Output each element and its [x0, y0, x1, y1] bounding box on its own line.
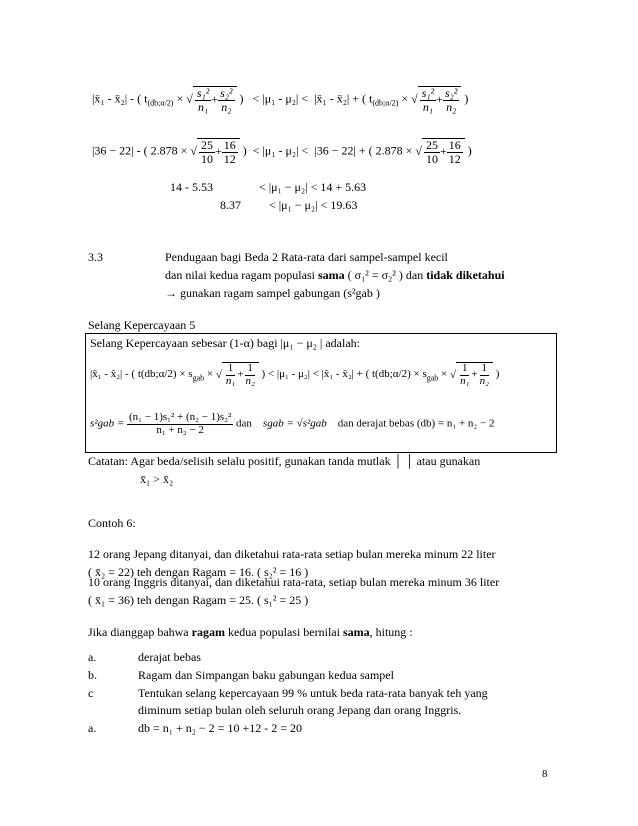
list-text: Tentukan selang kepercayaan 99 % untuk beda rata-rata banyak teh yang: [138, 686, 488, 700]
box-formula: |x̄₁ - x̄₂| - ( t(db;α/2) × $s_{gab}$ × √ $\frac{1}{\text{n₁}}$ + $\frac{1}{\text{n₂}}$ ) < |μ₁ - μ₂| < |x̄₁ - x̄₂| + ( t(db;α/2) × $s_{gab}$ × √ $\frac{1}{\text{n₁}}$ + $\frac{1}{\text{n₂}}$ ): [90, 362, 500, 387]
pooled-num: (n₁ − 1)s₁² + (n₂ − 1)s₂²: [129, 411, 232, 423]
list-item: [88, 650, 201, 665]
n2: n₂: [221, 99, 232, 114]
result-line-1: [170, 180, 366, 195]
t-subscript-2: (db;α/2): [372, 98, 399, 108]
box-formula-left: |x̄₁ - x̄₂| - ( t(db;α/2) × s: [90, 368, 193, 381]
list-marker: b.: [88, 668, 97, 682]
pooled-lhs: s²gab =: [90, 417, 125, 430]
list-marker: a.: [88, 721, 97, 735]
contoh-question: [88, 625, 413, 640]
n2-box-2: n₂: [479, 374, 489, 387]
formula-mid: < |μ₁ - μ₂| <: [252, 91, 309, 106]
n1-2: n₁: [422, 99, 434, 114]
contoh-title: Contoh 6:: [88, 516, 136, 530]
n2-2: n₂: [446, 99, 457, 114]
list-text: diminum setiap bulan oleh seluruh orang Jepang dan orang Inggris.: [138, 703, 462, 717]
numeric-left: |36 − 22| - ( 2.878 ×: [92, 143, 188, 158]
list-marker: c: [88, 686, 94, 700]
formula-ci-general: |x̄₁ - x̄₂| - ( $t_{(db;\alpha/2)}$ × √ $\frac{\text{s₁²}}{\text{n₁}}$ + $\frac{\text{s₂²}}{\text{n₂}}$ ) < |μ₁ - μ₂| < |x̄₁ - x̄₂| + ( $t_{(db;\alpha/2)}$ × √ $\frac{\text{s₁²}}{\text{n₁}}$ + $\frac{\text{s₂²}}{\text{n₂}}$ ): [92, 86, 469, 114]
result-line-2: [220, 198, 357, 213]
one-a: 1: [227, 362, 234, 374]
s2sq-2: s₂²: [444, 86, 458, 100]
contoh-p1: 12 orang Jepang ditanyai, dan diketahui rata-rata setiap bulan mereka minum 22 liter: [88, 547, 496, 561]
list-item: [88, 686, 488, 701]
s2sq: s₂²: [220, 86, 233, 100]
sgab-eq: sgab = √s²gab: [262, 417, 327, 430]
list-marker: a.: [88, 650, 97, 664]
line2-mid: ( σ₁² = σ₂² ) dan: [344, 268, 427, 282]
frac4-den: 12: [448, 151, 461, 166]
selang-title: Selang Kepercayaan 5: [88, 318, 196, 332]
one-b: 1: [247, 362, 253, 374]
n2-box: n₂: [245, 374, 255, 387]
frac2-num: 16: [223, 138, 236, 152]
line2-pre: dan nilai kedua ragam populasi: [165, 268, 318, 282]
list-text: db = n₁ + n₂ − 2 = 10 +12 - 2 = 20: [138, 721, 302, 735]
sgab-sub: gab: [192, 373, 205, 383]
frac1-den: 10: [200, 151, 213, 166]
frac1-num: 25: [200, 138, 213, 152]
dan-1: dan: [236, 417, 252, 430]
list-item: [88, 721, 302, 736]
line2-tidak-diketahui: tidak diketahui: [426, 268, 505, 282]
q-mid: kedua populasi bernilai: [224, 625, 343, 639]
numeric-right: |36 − 22| + ( 2.878 ×: [314, 143, 413, 158]
contoh-p4: ( x̄₁ = 36) teh dengan Ragam = 25. ( s₁² = 25 ): [88, 593, 309, 607]
contoh-p2: ( x̄₂ = 22) teh dengan Ragam = 16. ( s₂² = 16 ): [88, 565, 309, 579]
s1sq-2: s₁²: [421, 86, 435, 100]
sgab-sub-2: gab: [426, 373, 439, 383]
r1-left: 14 - 5.53: [170, 180, 213, 194]
frac2-den: 12: [223, 151, 236, 166]
section-number: 3.3: [88, 250, 103, 264]
sqrt-numeric-2: √ $\frac{25}{10}$ + $\frac{16}{12}$: [415, 138, 464, 165]
n1-box: n₁: [225, 374, 236, 387]
t-subscript: (db;α/2): [147, 98, 174, 108]
page-number: 8: [542, 768, 548, 780]
list-text: Ragam dan Simpangan baku gabungan kedua sampel: [138, 668, 394, 682]
s1sq: s₁²: [196, 86, 210, 100]
r1-right: 14 + 5.63: [320, 180, 367, 194]
section-line-3: → gunakan ragam sampel gabungan (s²gab ): [165, 286, 380, 300]
catatan-line-1: Catatan: Agar beda/selisih selalu positif, gunakan tanda mutlak │ │ atau gunakan: [88, 454, 481, 468]
n1: n₁: [197, 99, 209, 114]
one-d: 1: [481, 362, 488, 374]
frac3-den: 10: [426, 151, 438, 166]
formula-lhs: |x̄₁ - x̄₂| - ( t: [92, 91, 148, 106]
n1-box-2: n₁: [460, 374, 470, 387]
pooled-den: n₁ + n₂ − 2: [156, 423, 204, 436]
dan-2: dan derajat bebas (db) = n₁ + n₂ − 2: [337, 417, 495, 430]
q-sama: sama: [342, 625, 370, 639]
section-line-1: Pendugaan bagi Beda 2 Rata-rata dari sampel-sampel kecil: [165, 250, 448, 264]
r2-right: 19.63: [330, 198, 358, 212]
line2-sama: sama: [317, 268, 345, 282]
q-post: , hitung :: [369, 625, 413, 639]
sqrt-inv-n: √ $\frac{1}{\text{n₁}}$ + $\frac{1}{\text{n₂}}$: [216, 362, 259, 387]
r2-left: 8.37: [220, 198, 241, 212]
box-head: Selang Kepercayaan sebesar (1-α) bagi |μ₁ − μ₂ | adalah:: [90, 336, 360, 350]
sqrt-variance-term: √ $\frac{\text{s₁²}}{\text{n₁}}$ + $\frac{\text{s₂²}}{\text{n₂}}$: [186, 86, 236, 113]
pooled-variance-formula: [90, 412, 494, 436]
one-c: 1: [461, 362, 468, 374]
list-item: [88, 668, 394, 683]
sqrt-inv-n-2: √ $\frac{1}{\text{n₁}}$ + $\frac{1}{\text{n₂}}$: [450, 362, 493, 387]
frac4-num: 16: [448, 138, 461, 152]
sqrt-numeric: √ $\frac{25}{10}$ + $\frac{16}{12}$: [190, 138, 239, 165]
numeric-mid: < |μ₁ - μ₂| <: [252, 143, 309, 158]
q-ragam: ragam: [191, 625, 225, 639]
box-formula-mid: < |μ₁ - μ₂| < |x̄₁ - x̄₂| + ( t(db;α/2) × s: [267, 368, 427, 381]
list-text: derajat bebas: [138, 650, 201, 664]
frac3-num: 25: [426, 138, 438, 152]
sqrt-variance-term-2: √ $\frac{\text{s₁²}}{\text{n₁}}$ + $\frac{\text{s₂²}}{\text{n₂}}$: [411, 86, 461, 113]
list-item: [88, 703, 461, 718]
section-line-2: [165, 268, 505, 283]
formula-ci-numeric: |36 − 22| - ( 2.878 × √ $\frac{25}{10}$ + $\frac{16}{12}$ ) < |μ₁ - μ₂| < |36 − 22| + ( 2.878 × √ $\frac{25}{10}$ + $\frac{16}{12}$ ): [92, 138, 472, 166]
contoh-p3: 10 orang Inggris ditanyai, dan diketahui rata-rata, setiap bulan mereka minum 36 liter: [88, 575, 500, 589]
q-pre: Jika dianggap bahwa: [88, 625, 192, 639]
catatan-line-2: x̄₁ > x̄₂: [140, 472, 174, 486]
r1-mid: < |μ₁ − μ₂| <: [259, 180, 318, 194]
r2-mid: < |μ₁ − μ₂| <: [269, 198, 328, 212]
formula-rhs: |x̄₁ - x̄₂| + ( t: [314, 91, 373, 106]
